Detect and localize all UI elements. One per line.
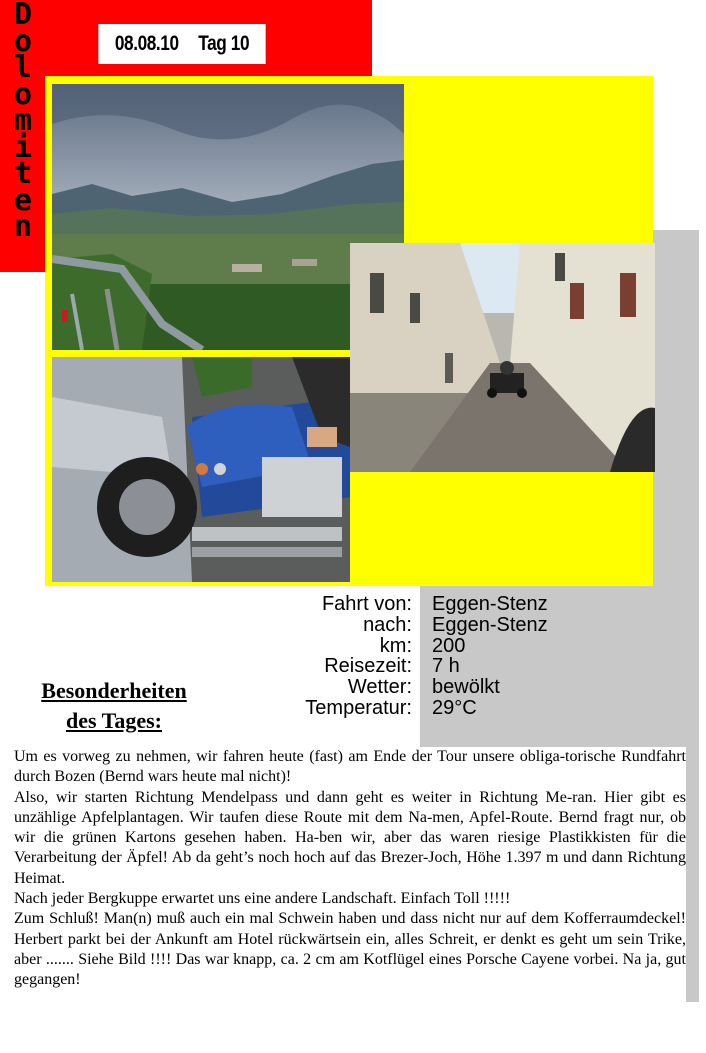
- title-letter: l: [13, 50, 33, 85]
- info-label-destination: nach:: [363, 613, 412, 636]
- info-value-start: Eggen-Stenz: [432, 593, 548, 615]
- info-label-duration: Reisezeit:: [324, 655, 412, 678]
- trip-info-labels: [250, 594, 412, 719]
- title-letter: e: [13, 182, 33, 218]
- narrow-village-street-photo: [350, 243, 655, 472]
- report-paragraph: Also, wir starten Richtung Mendelpass und dann geht es weiter in Richtung Me-ran. Hier gibt es unzählige Apfelplantagen. Wir taufen diese Route mit dem Na-men, Apfel-Route. Bernd fragt nur, ob wir die grünen Kartons gesehen haben. Ha-ben wir, aber das waren riesige Plastikkisten für die Verarbeitung der Äpfel! Ab da geht’s noch hoch auf das Brezer-Joch, Höhe 1.397 m und dann Richtung Heimat.: [14, 788, 686, 887]
- info-value-km: 200: [432, 634, 466, 657]
- info-value-duration: 7 h: [432, 655, 460, 678]
- heading-line: des Tages:: [66, 708, 162, 733]
- day-report-text: [14, 747, 686, 1027]
- report-paragraph: Nach jeder Bergkuppe erwartet uns eine andere Landschaft. Einfach Toll !!!!!: [14, 890, 511, 908]
- title-letter: o: [13, 23, 33, 59]
- info-label-start: Fahrt von:: [321, 593, 412, 615]
- info-label-km: km:: [379, 634, 412, 657]
- heading-line: Besonderheiten: [41, 678, 187, 703]
- trip-info-values: [432, 594, 692, 719]
- info-label-temperature: Temperatur:: [305, 696, 412, 719]
- day-text: Tag 10: [198, 32, 250, 55]
- title-letter: D: [13, 0, 33, 32]
- report-paragraph: Zum Schluß! Man(n) muß auch ein mal Schwein haben und dass nicht nur auf dem Kofferraumdeckel! Herbert parkt bei der Ankunft am Hotel rückwärtsein ein, alles Schreit, er denkt es geht um sein Trike, aber ....... Siehe Bild !!!! Das war knapp, ca. 2 cm am Kotflügel eines Porsche Cayene vorbei. Na ja, gut gegangen!: [14, 910, 686, 989]
- date-text: 08.08.10: [114, 32, 179, 55]
- title-letter: o: [13, 76, 33, 112]
- special-of-the-day-heading: [14, 676, 214, 736]
- vertical-title-dolomiten: [2, 0, 44, 244]
- trike-next-to-car-photo: [52, 357, 350, 582]
- info-value-temperature: 29°C: [432, 696, 477, 719]
- title-letter: t: [13, 156, 33, 191]
- date-box: [98, 24, 265, 64]
- title-letter: i: [13, 129, 33, 165]
- info-label-weather: Wetter:: [347, 676, 412, 699]
- info-value-destination: Eggen-Stenz: [432, 613, 548, 636]
- info-value-weather: bewölkt: [432, 676, 500, 699]
- title-letter: m: [13, 103, 33, 138]
- report-paragraph: Um es vorweg zu nehmen, wir fahren heute (fast) am Ende der Tour unsere obliga-torische Rundfahrt durch Bozen (Bernd wars heute mal nicht)!: [14, 748, 686, 786]
- title-letter: n: [13, 209, 33, 244]
